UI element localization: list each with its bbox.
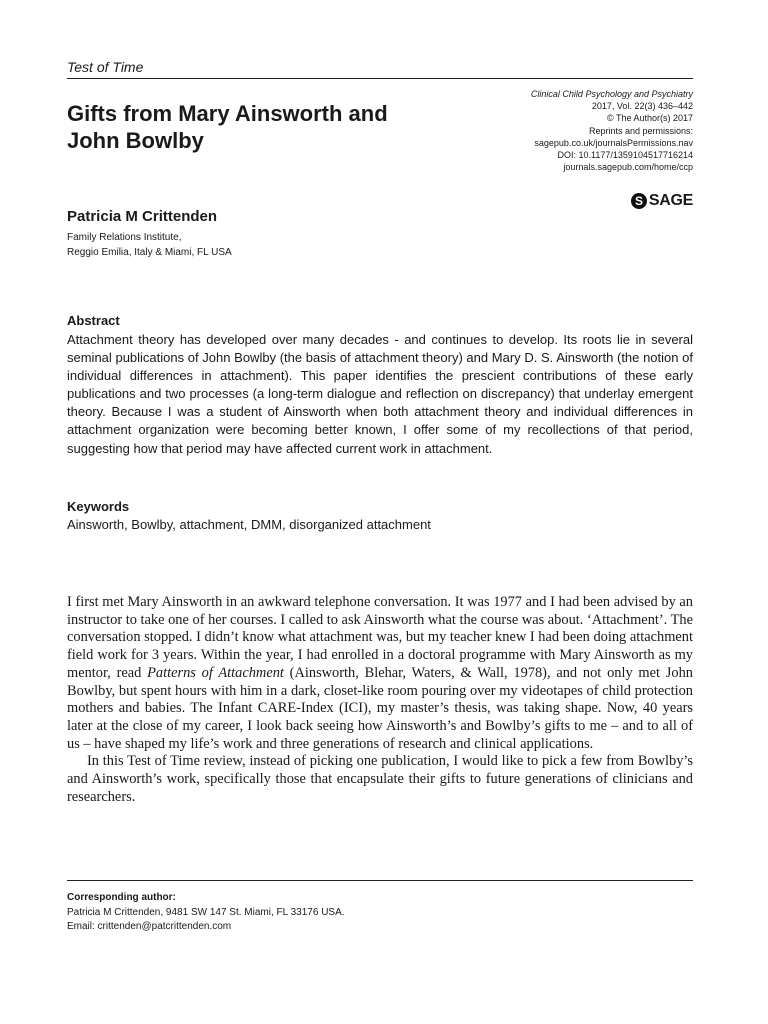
body-paragraph-2: In this Test of Time review, instead of picking one publication, I would like to pick a few from Bowlby’s and Ainsworth’s work, specifically those that encapsulate their gifts to future generations of clinicians and researchers. (67, 753, 693, 805)
article-body (67, 594, 693, 806)
copyright: © The Author(s) 2017 (606, 113, 693, 124)
keywords-heading: Keywords (67, 499, 130, 514)
corresponding-address: Patricia M Crittenden, 9481 SW 147 St. Miami, FL 33176 USA. (67, 907, 345, 918)
book-title: Patterns of Attachment (147, 664, 284, 681)
affiliation-line-2: Reggio Emilia, Italy & Miami, FL USA (67, 247, 232, 258)
sage-logo (631, 192, 693, 210)
journal-info (433, 88, 693, 173)
section-label: Test of Time (67, 59, 144, 75)
journal-name: Clinical Child Psychology and Psychiatry (530, 89, 693, 99)
keywords-text: Ainsworth, Bowlby, attachment, DMM, disorganized attachment (67, 517, 431, 532)
corresponding-email[interactable]: Email: crittenden@patcrittenden.com (67, 921, 232, 932)
sage-logo-icon: S (631, 193, 647, 209)
reprints-link[interactable]: sagepub.co.uk/journalsPermissions.nav (534, 137, 693, 148)
top-divider (67, 78, 693, 79)
author-name: Patricia M Crittenden (67, 208, 218, 225)
article-title: Gifts from Mary Ainsworth and John Bowlby (67, 101, 388, 153)
author-affiliation (67, 230, 232, 260)
body-paragraph-1: I first met Mary Ainsworth in an awkward telephone conversation. It was 1977 and I had been advised by an instructor to take one of her courses. I called to ask Ainsworth what the course was about. ‘Attachment’. The conversation stopped. I didn’t know what attachment was, but my teacher knew I had been doing attachment field work for 3 years. Within the year, I had enrolled in a doctoral programme with Mary Ainsworth as my mentor, read Patterns of Attachment (Ainsworth, Blehar, Waters, & Wall, 1978), and not only met John Bowlby, but spent hours with him in a dark, closet-like room pouring over my videotapes of child protection mothers and babies. The Infant CARE-Index (ICI), my master’s thesis, was taking shape. Now, 40 years later at the close of my career, I look back seeing how Ainsworth’s and Bowlby’s gifts to me – and to all of us – have shaped my life’s work and three generations of research and clinical applications. (67, 594, 693, 752)
sage-logo-text: SAGE (648, 192, 693, 209)
volume-info: 2017, Vol. 22(3) 436–442 (591, 101, 693, 112)
abstract-heading: Abstract (67, 313, 120, 328)
corresponding-author-heading: Corresponding author: (67, 892, 176, 903)
reprints-label: Reprints and permissions: (588, 125, 693, 136)
footnote-divider (67, 880, 693, 881)
journal-homepage-link[interactable]: journals.sagepub.com/home/ccp (563, 162, 693, 173)
corresponding-author-details (67, 906, 345, 934)
doi[interactable]: DOI: 10.1177/1359104517716214 (557, 150, 693, 161)
abstract-text: Attachment theory has developed over many decades - and continues to develop. Its roots lie in several seminal publications of John Bowlby (the basis of attachment theory) and Mary D. S. Ainsworth (the notion of individual differences in attachment). This paper identifies the prescient contributions of these early publications and two processes (a long-term dialogue and reflection on discrepancy) that underlay emergent theory. Because I was a student of Ainsworth when both attachment theory and individual differences in attachment organization were becoming better known, I offer some of my recollections of that period, suggesting how that period may have affected current work in attachment. (67, 332, 693, 456)
affiliation-line-1: Family Relations Institute, (67, 232, 182, 243)
